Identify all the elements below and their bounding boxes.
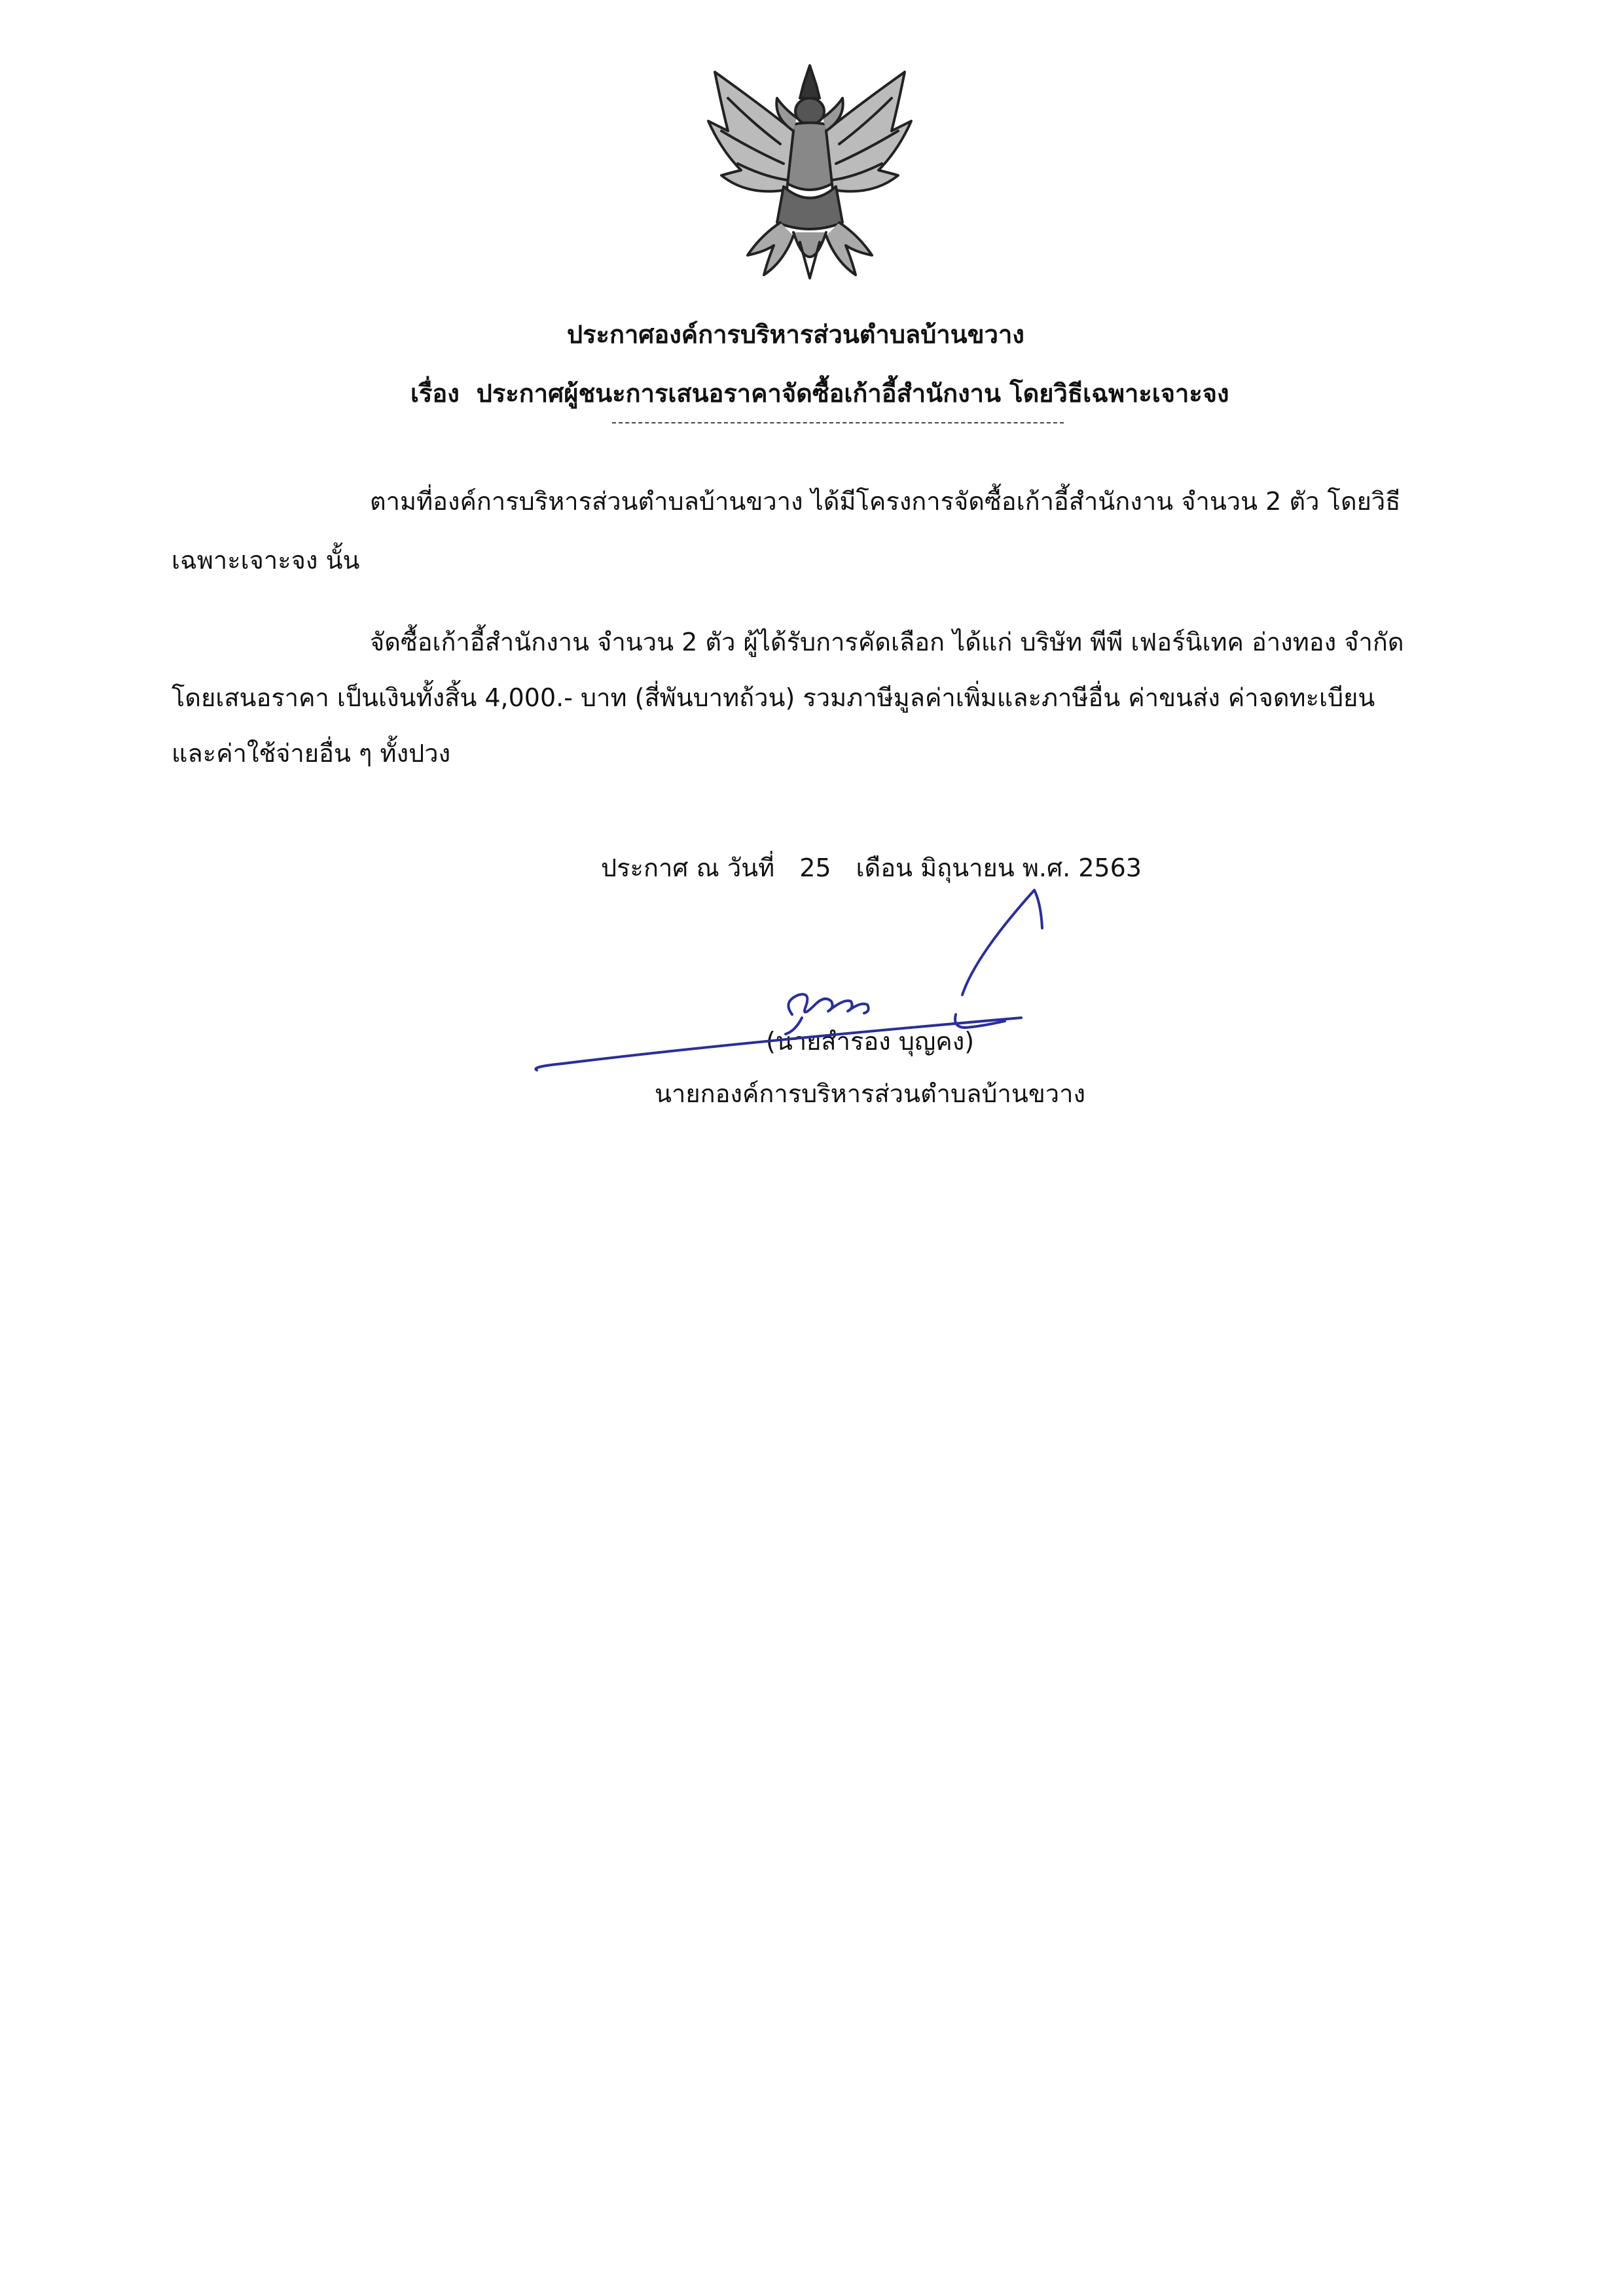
- paragraph-2-line-2: โดยเสนอราคา เป็นเงินทั้งสิ้น 4,000.- บาท (สี่พันบาทถ้วน) รวมภาษีมูลค่าเพิ่มและภาษีอื่น ค่าขนส่ง ค่าจดทะเบียน: [172, 683, 1375, 712]
- announcement-year: 2563: [1078, 853, 1142, 882]
- paragraph-2-line-1: จัดซื้อเก้าอี้สำนักงาน จำนวน 2 ตัว ผู้ได้รับการคัดเลือก ได้แก่ บริษัท พีพี เฟอร์นิเทค อ่างทอง จำกัด: [370, 628, 1404, 656]
- garuda-emblem-icon: [702, 59, 918, 288]
- paragraph-2-line-3: และค่าใช้จ่ายอื่น ๆ ทั้งปวง: [172, 739, 451, 768]
- subject-label: เรื่อง: [410, 379, 460, 408]
- title-divider: [612, 422, 1064, 423]
- signer-title: นายกองค์การบริหารส่วนตำบลบ้านขวาง: [655, 1079, 1086, 1108]
- paragraph-1-line-2: เฉพาะเจาะจง นั้น: [172, 546, 360, 575]
- document-subject: [410, 373, 1229, 413]
- announcement-year-label: พ.ศ.: [1022, 853, 1071, 882]
- paragraph-1-line-1: ตามที่องค์การบริหารส่วนตำบลบ้านขวาง ได้มีโครงการจัดซื้อเก้าอี้สำนักงาน จำนวน 2 ตัว โดยวิธี: [370, 487, 1401, 516]
- announcement-month: มิถุนายน: [920, 853, 1015, 882]
- announcement-prefix: ประกาศ ณ วันที่: [601, 853, 775, 882]
- signer-name: (นายสำรอง บุญคง): [766, 1027, 975, 1056]
- document-title: ประกาศองค์การบริหารส่วนตำบลบ้านขวาง: [567, 320, 1024, 349]
- subject-text: ประกาศผู้ชนะการเสนอราคาจัดซื้อเก้าอี้สำนักงาน โดยวิธีเฉพาะเจาะจง: [476, 379, 1229, 408]
- announcement-day: 25: [799, 853, 831, 882]
- handwritten-signature-icon: [524, 877, 1087, 1086]
- announcement-month-label: เดือน: [856, 853, 913, 882]
